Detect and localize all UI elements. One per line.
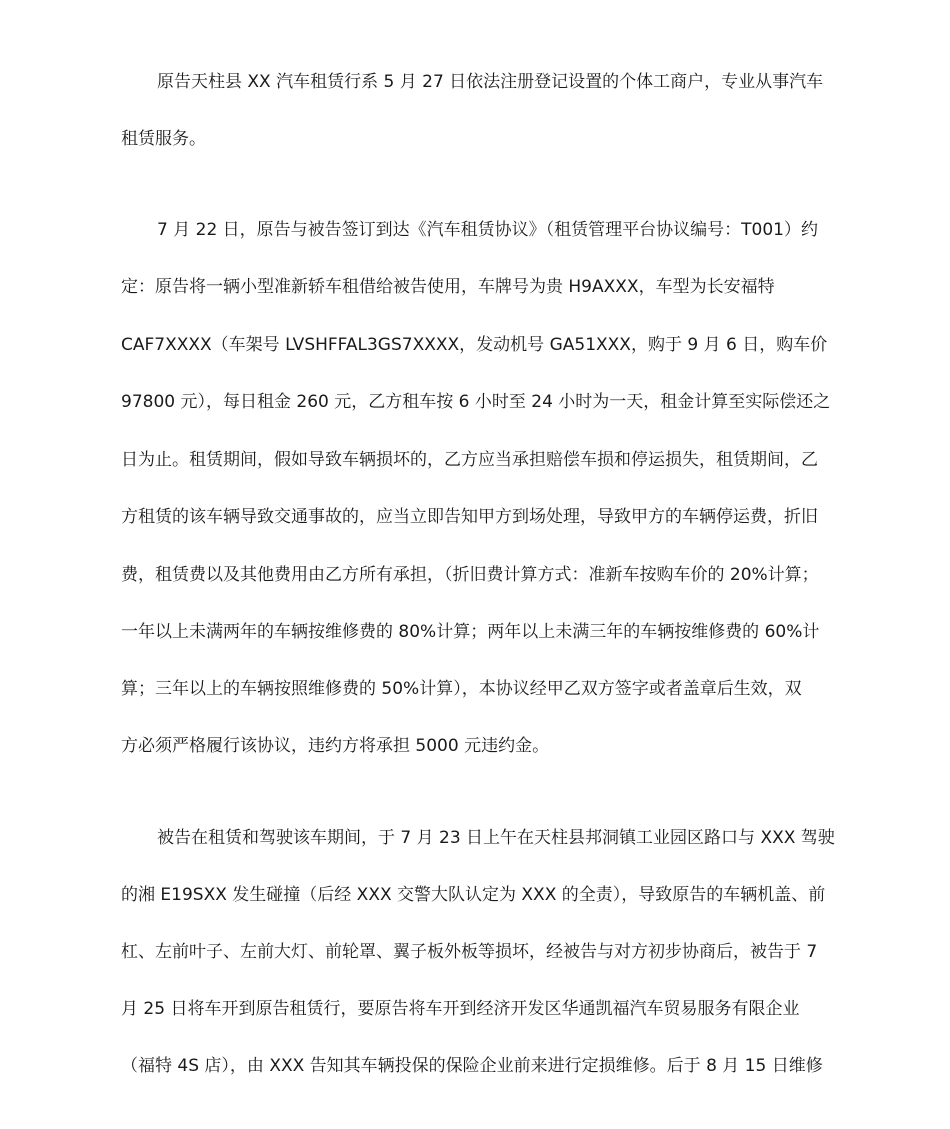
paragraph-3-line-3: 杠、左前叶子、左前大灯、前轮罩、翼子板外板等损坏，经被告与对方初步协商后，被告于 7 [121,942,818,962]
paragraph-3-line-2: 的湘 E19SXX 发生碰撞（后经 XXX 交警大队认定为 XXX 的全责），导致原告的车辆机盖、前 [121,885,826,905]
paragraph-2-line-6: 方租赁的该车辆导致交通事故的，应当立即告知甲方到场处理，导致甲方的车辆停运费，折旧 [121,507,818,527]
paragraph-2-line-7: 费，租赁费以及其他费用由乙方所有承担，（折旧费计算方式：准新车按购车价的 20%计算； [121,565,819,585]
paragraph-3-line-1: 被告在租赁和驾驶该车期间，于 7 月 23 日上午在天柱县邦洞镇工业园区路口与 XXX 驾驶 [157,828,835,848]
paragraph-2-line-5: 日为止。租赁期间，假如导致车辆损坏的，乙方应当承担赔偿车损和停运损失，租赁期间，乙 [121,450,818,470]
paragraph-2-line-3: CAF7XXXX（车架号 LVSHFFAL3GS7XXXX，发动机号 GA51XXX，购于 9 月 6 日，购车价 [121,335,828,355]
paragraph-1-line-1: 原告天柱县 XX 汽车租赁行系 5 月 27 日依法注册登记设置的个体工商户，专业从事汽车 [157,72,824,92]
paragraph-2-line-2: 定：原告将一辆小型准新轿车租借给被告使用，车牌号为贵 H9AXXX，车型为长安福特 [121,277,775,297]
paragraph-2-line-8: 一年以上未满两年的车辆按维修费的 80%计算；两年以上未满三年的车辆按维修费的 60%计 [121,622,820,642]
paragraph-2-line-10: 方必须严格履行该协议，违约方将承担 5000 元违约金。 [121,736,550,756]
paragraph-1-line-2: 租赁服务。 [121,129,206,149]
paragraph-3-line-5: （福特 4S 店），由 XXX 告知其车辆投保的保险企业前来进行定损维修。后于 8 月 15 日维修 [121,1056,823,1076]
paragraph-3-line-4: 月 25 日将车开到原告租赁行，要原告将车开到经济开发区华通凯福汽车贸易服务有限企业 [121,999,800,1019]
paragraph-2-line-4: 97800 元），每日租金 260 元，乙方租车按 6 小时至 24 小时为一天，租金计算至实际偿还之 [121,392,831,412]
paragraph-2-line-1: 7 月 22 日，原告与被告签订到达《汽车租赁协议》（租赁管理平台协议编号：T001）约 [157,220,818,240]
paragraph-2-line-9: 算；三年以上的车辆按照维修费的 50%计算），本协议经甲乙双方签字或者盖章后生效，双 [121,679,802,699]
